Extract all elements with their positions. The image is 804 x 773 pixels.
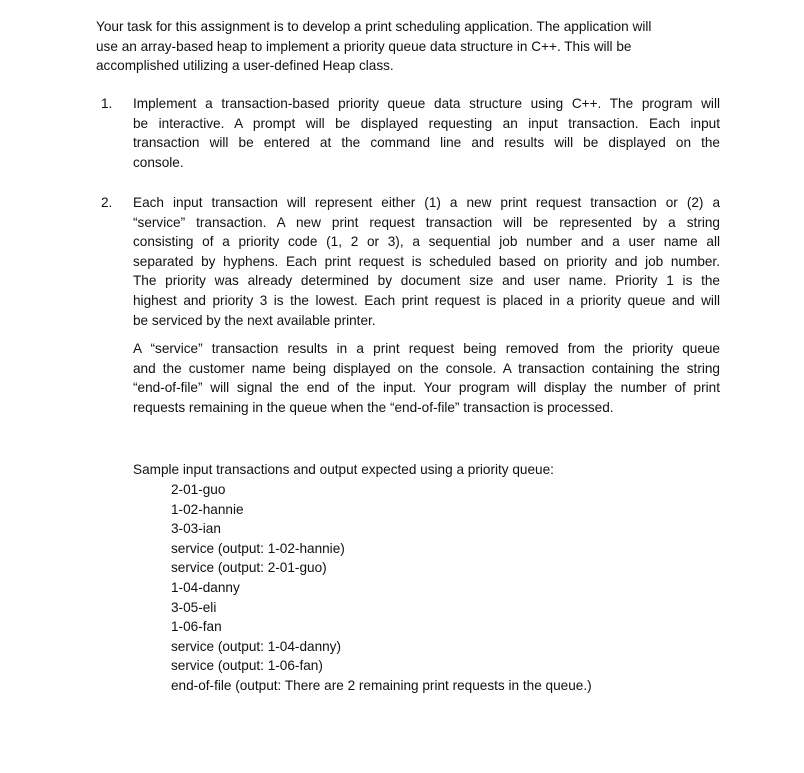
text-line: be interactive. A prompt will be displayed requesting an input transaction. Each input bbox=[133, 115, 720, 131]
text-line: use an array-based heap to implement a priority queue data structure in C++. This will be bbox=[96, 38, 632, 54]
text-line: Your task for this assignment is to develop a print scheduling application. The application will bbox=[96, 19, 652, 34]
sample-transactions-list bbox=[171, 480, 592, 696]
sample-line: 1-06-fan bbox=[171, 619, 222, 635]
text-line: and the customer name being displayed on the console. A transaction containing the string bbox=[133, 360, 720, 376]
text-line: consisting of a priority code (1, 2 or 3), a sequential job number and a user name all bbox=[133, 234, 720, 250]
sample-line: service (output: 1-06-fan) bbox=[171, 658, 323, 674]
text-line: “service” transaction. A new print request transaction will be represented by a string bbox=[133, 214, 720, 230]
sample-line: end-of-file (output: There are 2 remaining print requests in the queue.) bbox=[171, 677, 592, 693]
sample-line: 3-03-ian bbox=[171, 521, 221, 537]
text-line: “end-of-file” will signal the end of the input. Your program will display the number of print bbox=[133, 380, 720, 396]
sample-heading: Sample input transactions and output expected using a priority queue: bbox=[133, 462, 554, 477]
sample-line: 1-02-hannie bbox=[171, 501, 244, 517]
text-line: be serviced by the next available printer. bbox=[133, 312, 376, 328]
text-line: Implement a transaction-based priority queue data structure using C++. The program will bbox=[133, 96, 720, 111]
text-line: separated by hyphens. Each print request is scheduled based on priority and job number. bbox=[133, 253, 720, 269]
item-number: 2. bbox=[101, 195, 113, 210]
text-line: highest and priority 3 is the lowest. Each print request is placed in a priority queue and will bbox=[133, 292, 720, 308]
sample-line: service (output: 2-01-guo) bbox=[171, 560, 327, 576]
text-line: accomplished utilizing a user-defined Heap class. bbox=[96, 58, 394, 74]
sample-line: 1-04-danny bbox=[171, 579, 240, 595]
service-paragraph bbox=[133, 339, 720, 417]
item-number: 1. bbox=[101, 96, 113, 111]
sample-line: service (output: 1-02-hannie) bbox=[171, 540, 345, 556]
sample-line: service (output: 1-04-danny) bbox=[171, 638, 342, 654]
item-text bbox=[133, 193, 720, 330]
intro-paragraph bbox=[96, 17, 716, 76]
text-line: console. bbox=[133, 154, 184, 170]
text-line: Each input transaction will represent either (1) a new print request transaction or (2) a bbox=[133, 195, 720, 210]
text-line: The priority was already determined by document size and user name. Priority 1 is the bbox=[133, 273, 720, 289]
item-text bbox=[133, 94, 720, 172]
text-line: requests remaining in the queue when the “end-of-file” transaction is processed. bbox=[133, 399, 614, 415]
sample-line: 3-05-eli bbox=[171, 599, 217, 615]
text-line: transaction will be entered at the command line and results will be displayed on the bbox=[133, 135, 720, 151]
text-line: A “service” transaction results in a print request being removed from the priority queue bbox=[133, 341, 720, 356]
sample-line: 2-01-guo bbox=[171, 482, 226, 497]
